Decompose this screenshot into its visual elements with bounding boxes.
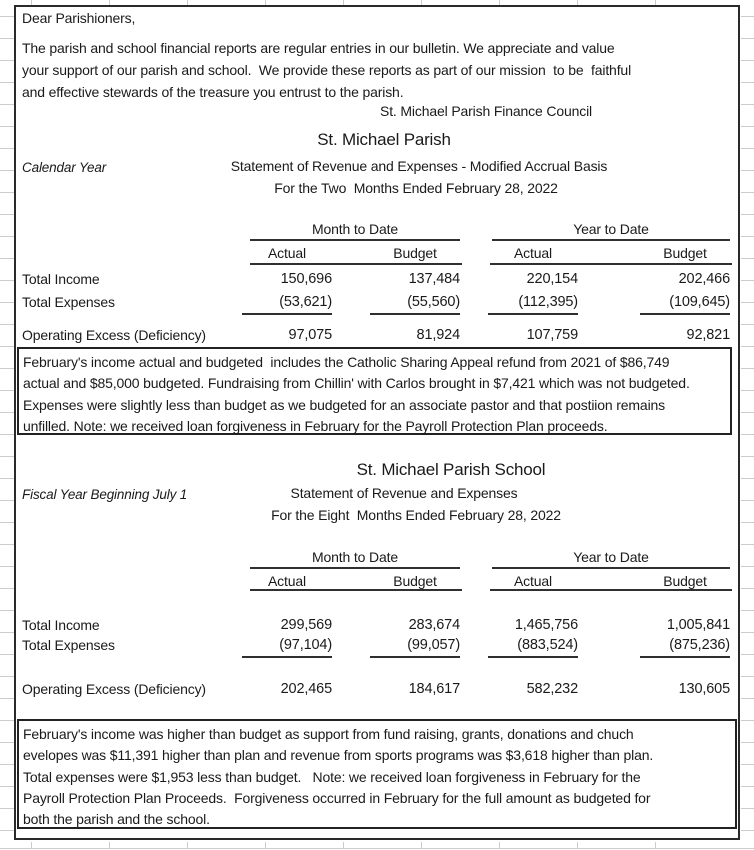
school-context-label: Fiscal Year Beginning July 1 [22, 487, 188, 502]
header-underline [490, 263, 732, 265]
cell-value: 150,696 [280, 271, 332, 287]
parish-title: St. Michael Parish [317, 130, 451, 149]
cell-value: (99,057) [370, 637, 460, 658]
letter-signature: St. Michael Parish Finance Council [380, 103, 592, 119]
cell-value: 582,232 [526, 681, 578, 697]
column-group-month-to-date: Month to Date [250, 549, 460, 569]
note-line: Total expenses were $1,953 less than budget. Note: we received loan forgiveness in February for the [23, 768, 641, 785]
cell-value: 220,154 [526, 271, 578, 287]
letter-body-line: The parish and school financial reports are regular entries in our bulletin. We appreciate and value [22, 40, 615, 56]
note-line: both the parish and the school. [23, 811, 210, 828]
financial-report-sheet [14, 5, 740, 840]
cell-value: (875,236) [640, 637, 730, 658]
note-line: Expenses were slightly less than budget as we budgeted for an associate pastor and that postiion remains [23, 396, 666, 413]
column-group-year-to-date: Year to Date [492, 221, 730, 241]
row-label: Total Expenses [22, 294, 115, 310]
cell-value: (53,621) [242, 294, 332, 315]
note-line: February's income actual and budgeted includes the Catholic Sharing Appeal refund from 2021 of $86,749 [23, 354, 670, 370]
note-line: actual and $85,000 budgeted. Fundraising from Chillin' with Carlos brought in $7,421 which was not budgeted. [23, 375, 690, 392]
cell-value: 299,569 [280, 617, 332, 633]
header-underline [250, 589, 462, 591]
column-header-actual: Actual [267, 245, 306, 261]
cell-value: 184,617 [408, 681, 460, 697]
cell-value: 81,924 [416, 327, 460, 343]
note-line: February's income was higher than budget as support from fund raising, grants, donations and chuch [23, 726, 634, 742]
cell-value: 283,674 [408, 617, 460, 633]
letter-body-line: your support of our parish and school. We provide these reports as part of our mission to be faithful [22, 62, 632, 78]
school-period: For the Eight Months Ended February 28, 2022 [271, 507, 561, 523]
column-header-budget: Budget [663, 245, 707, 261]
row-label: Total Expenses [22, 637, 115, 653]
letter-body-line: and effective stewards of the treasure you entrust to the parish. [22, 84, 404, 100]
letter-salutation: Dear Parishioners, [22, 10, 136, 26]
column-header-actual: Actual [513, 245, 552, 261]
cell-value: (97,104) [242, 637, 332, 658]
header-underline [490, 589, 732, 591]
school-subtitle: Statement of Revenue and Expenses [290, 485, 518, 501]
row-label: Operating Excess (Deficiency) [22, 681, 206, 697]
gridlines-right [741, 0, 754, 850]
cell-value: 202,465 [280, 681, 332, 697]
gridlines-left [0, 0, 14, 850]
column-header-budget: Budget [393, 573, 437, 589]
note-line: Payroll Protection Plan Proceeds. Forgiveness occurred in February for the full amount as budgeted for [23, 789, 651, 806]
cell-value: 202,466 [678, 271, 730, 287]
row-label: Operating Excess (Deficiency) [22, 327, 206, 343]
row-label: Total Income [22, 617, 100, 633]
column-header-budget: Budget [393, 245, 437, 261]
column-group-year-to-date: Year to Date [492, 549, 730, 569]
cell-value: (55,560) [370, 294, 460, 315]
cell-value: 107,759 [526, 327, 578, 343]
school-title: St. Michael Parish School [356, 460, 546, 479]
cell-value: (109,645) [640, 294, 730, 315]
column-header-actual: Actual [267, 573, 306, 589]
cell-value: 1,465,756 [514, 617, 578, 633]
parish-subtitle: Statement of Revenue and Expenses - Modified Accrual Basis [230, 158, 608, 174]
school-note-box [17, 719, 737, 829]
parish-period: For the Two Months Ended February 28, 2022 [274, 180, 558, 196]
cell-value: 92,821 [686, 327, 730, 343]
note-line: evelopes was $11,391 higher than plan and revenue from sports programs was $3,618 higher than plan. [23, 747, 654, 764]
cell-value: 130,605 [678, 681, 730, 697]
column-group-month-to-date: Month to Date [250, 221, 460, 241]
cell-value: (112,395) [488, 294, 578, 315]
column-header-budget: Budget [663, 573, 707, 589]
row-label: Total Income [22, 271, 100, 287]
column-header-actual: Actual [513, 573, 552, 589]
header-underline [250, 263, 462, 265]
cell-value: 1,005,841 [666, 617, 730, 633]
gridlines-bottom [0, 842, 754, 849]
cell-value: 97,075 [288, 327, 332, 343]
cell-value: (883,524) [488, 637, 578, 658]
cell-value: 137,484 [408, 271, 460, 287]
parish-note-box [17, 347, 732, 435]
parish-context-label: Calendar Year [22, 160, 107, 175]
note-line: unfilled. Note: we received loan forgiveness in February for the Payroll Protection Plan proceeds. [23, 417, 608, 434]
